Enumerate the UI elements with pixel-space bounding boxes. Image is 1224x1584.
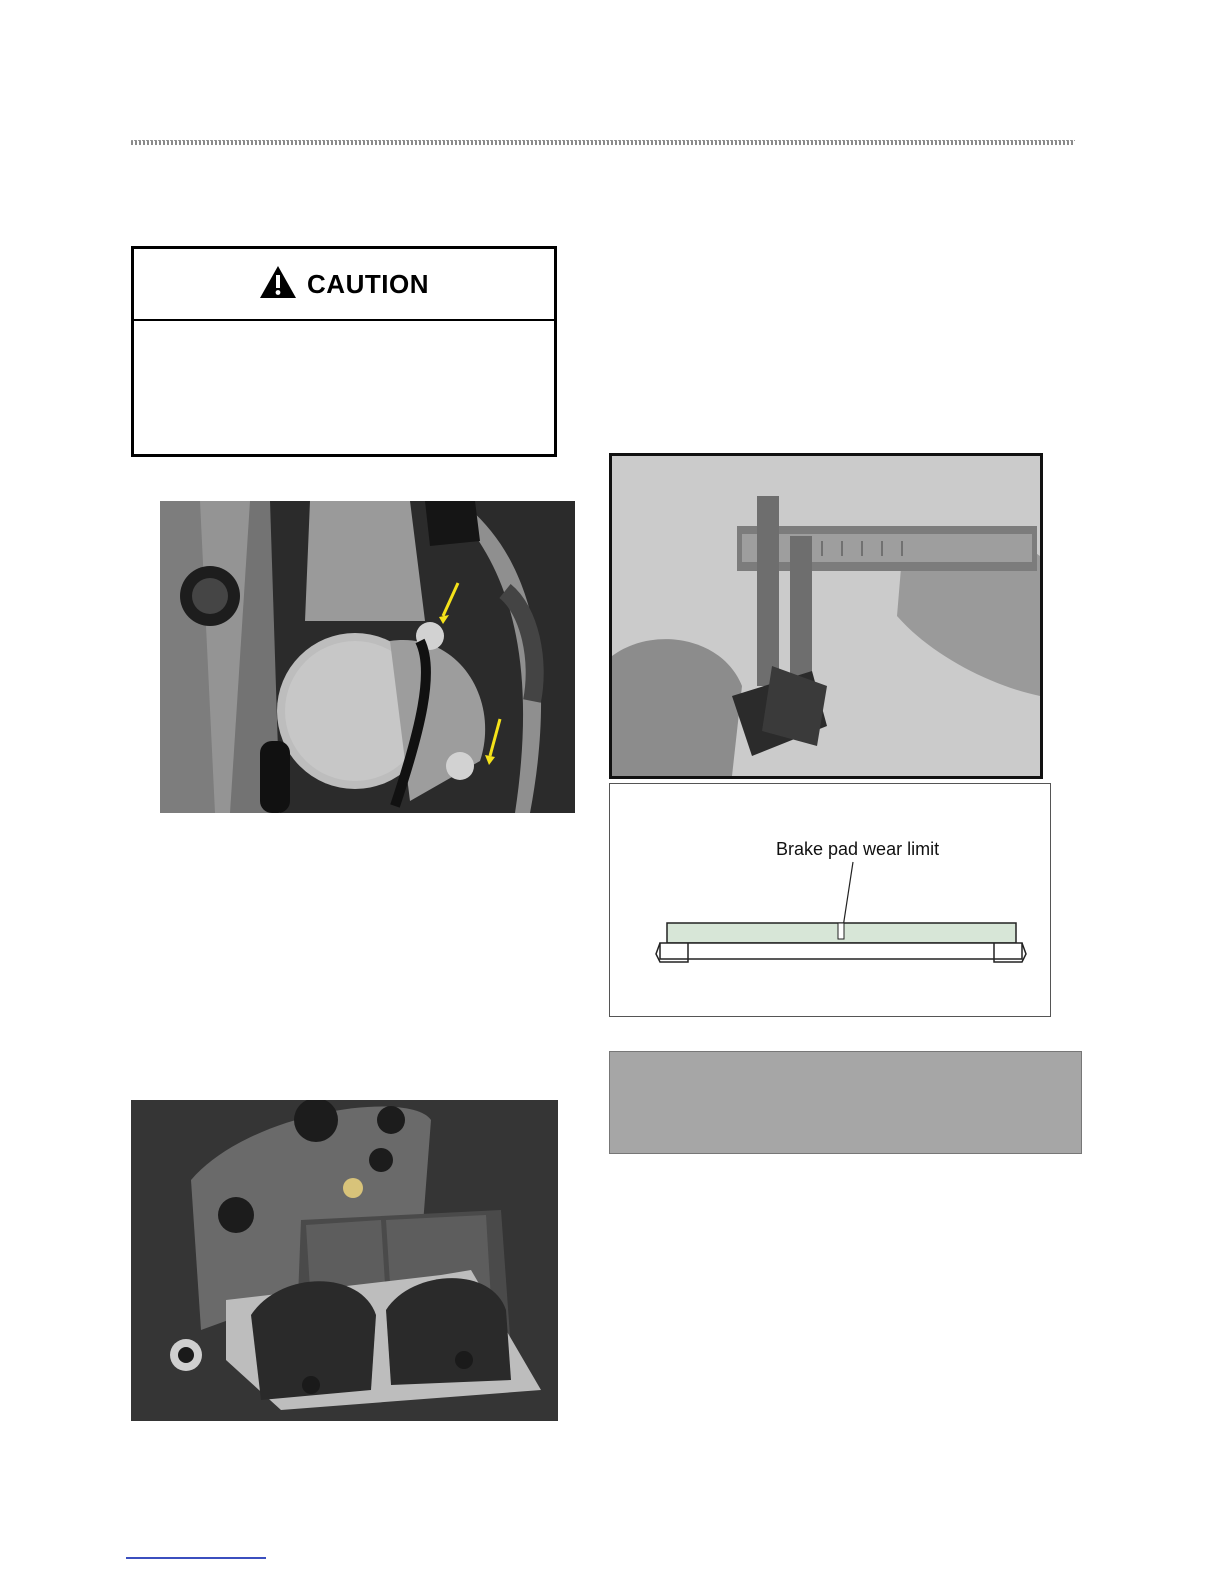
caution-box: [131, 246, 557, 457]
footer-link-line: [126, 1557, 266, 1559]
caution-title: CAUTION: [307, 268, 429, 299]
wear-limit-label: Brake pad wear limit: [776, 839, 940, 859]
caution-header: [134, 249, 554, 321]
warning-triangle-icon: [259, 265, 297, 304]
header-rule: [131, 140, 1075, 145]
pad-measurement-photo: [609, 453, 1043, 779]
caliper-pads-photo: [131, 1100, 558, 1421]
caliper-bolts-photo: [160, 501, 575, 813]
note-box: [609, 1051, 1082, 1154]
pad-wear-diagram: [609, 783, 1051, 1017]
